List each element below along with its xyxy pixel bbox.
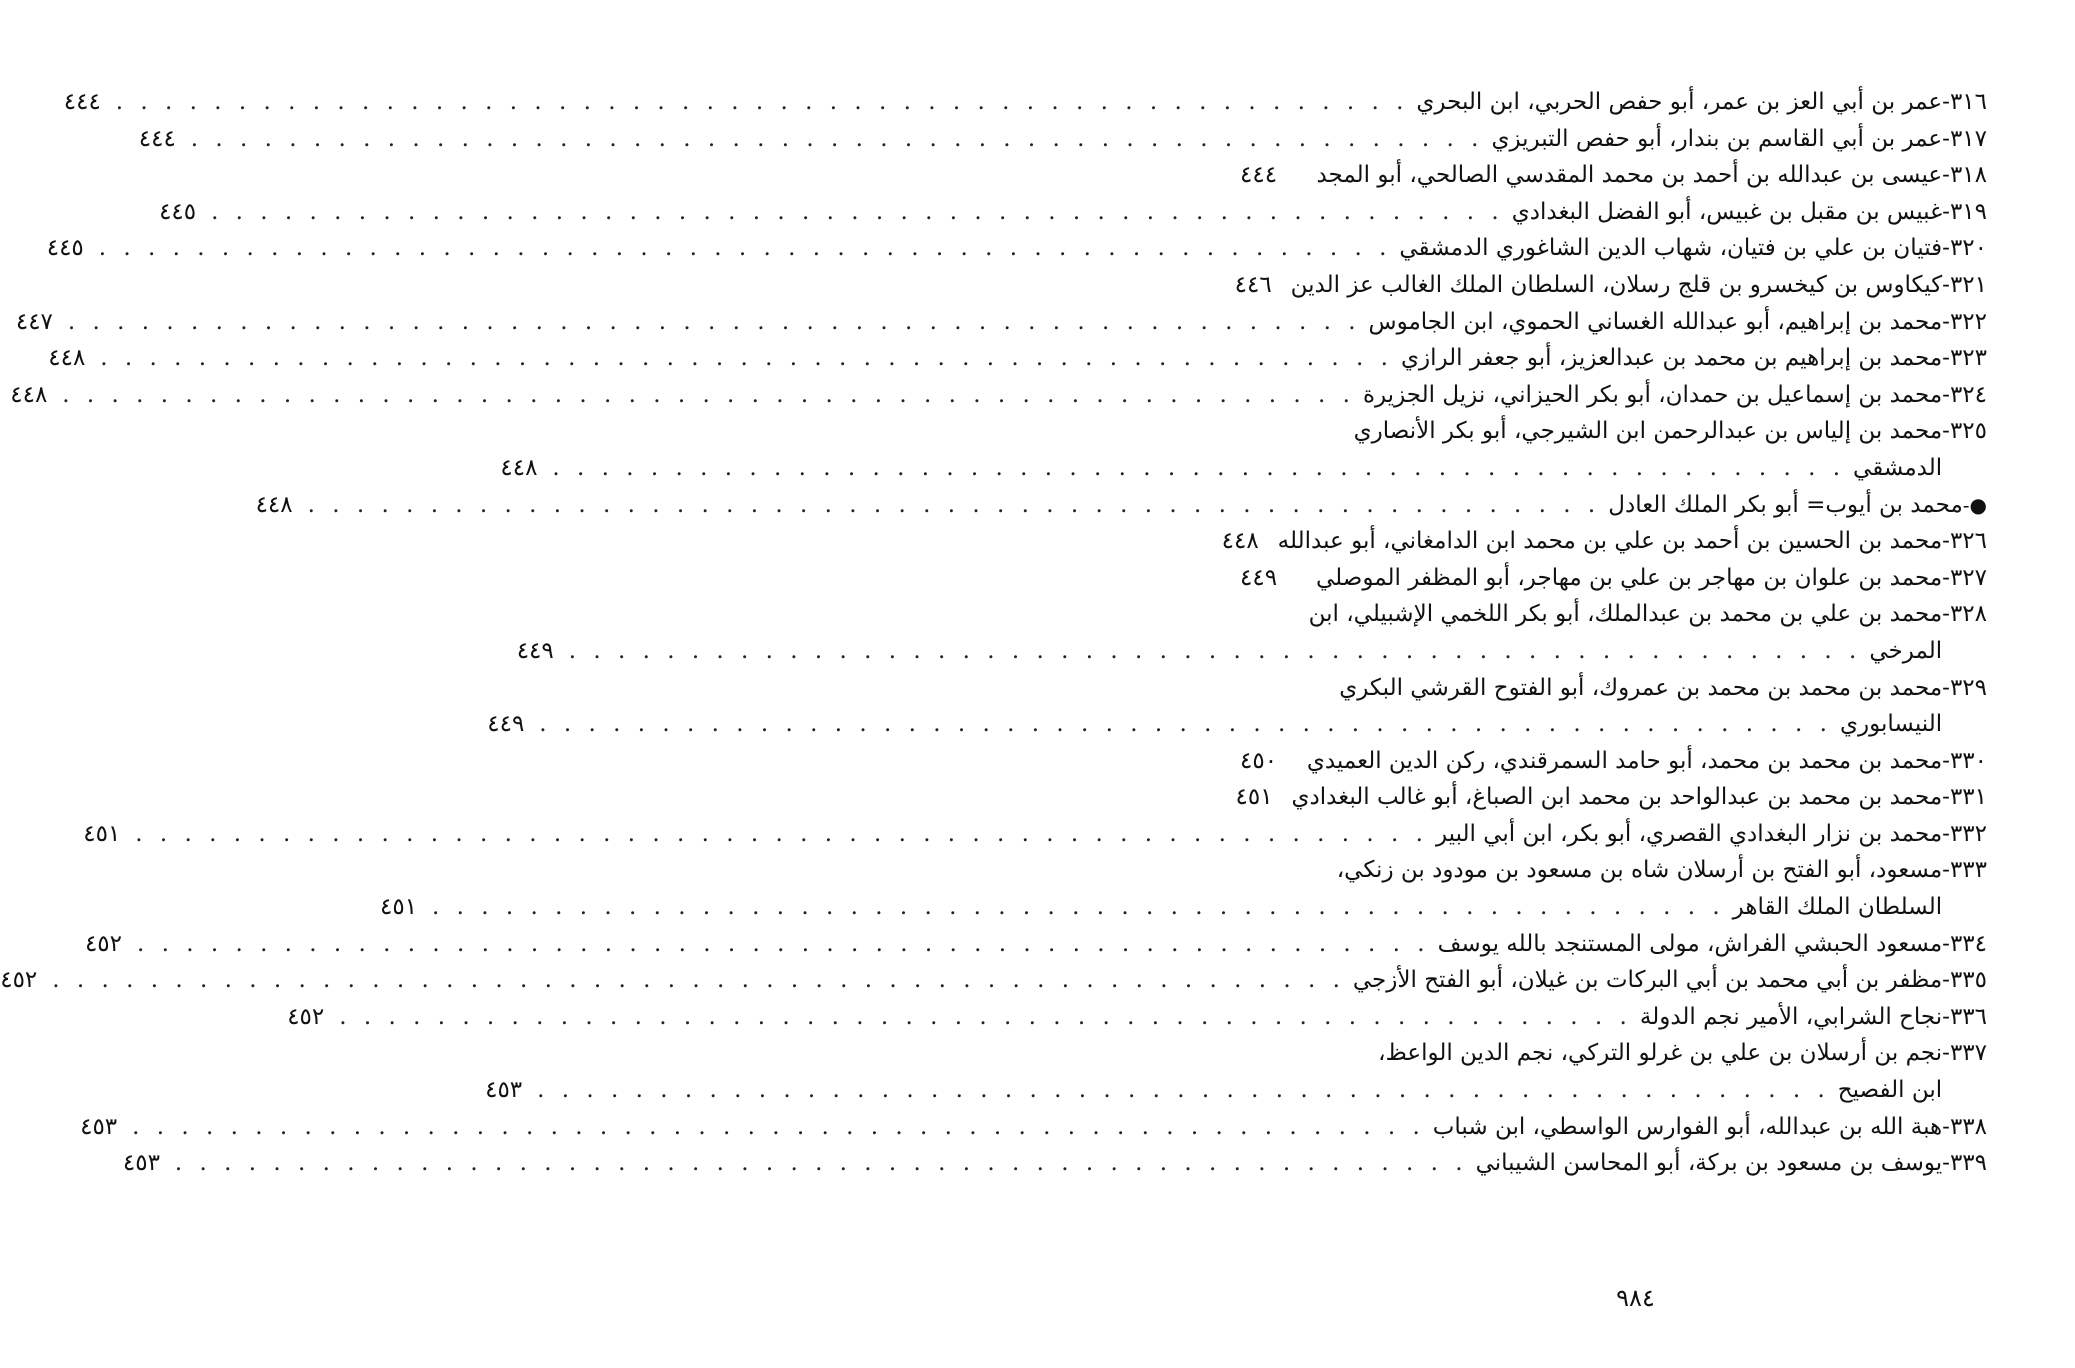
entry-number: ٣٣١- — [1942, 784, 1987, 811]
entry-title: محمد بن علوان بن مهاجر بن علي بن مهاجر، أبو المظفر الموصلي — [1316, 564, 1943, 591]
dot-leader: . . . . . . . . . . . . . . . . . . . . . . . . . . . . . . . . . . . . . . . . . . . . . . . . . . . . . — [98, 235, 1392, 262]
entry-number: ٣٢٢- — [1942, 308, 1987, 335]
index-entry — [1240, 413, 1987, 450]
index-entry — [0, 962, 1987, 999]
index-entry — [63, 84, 1987, 121]
entry-number: ٣١٨- — [1942, 162, 1987, 189]
entry-title: محمد بن نزار البغدادي القصري، أبو بكر، ابن أبي البير — [1435, 820, 1943, 847]
entry-title: عيسى بن عبدالله بن أحمد بن محمد المقدسي الصالحي، أبو المجد — [1316, 162, 1943, 189]
entry-title: الدمشقي — [1853, 454, 1943, 481]
entry-page-ref: ٤٥٠ — [1240, 747, 1278, 774]
entry-title: محمد بن إلياس بن عبدالرحمن ابن الشيرجي، أبو بكر الأنصاري — [1353, 418, 1943, 445]
index-entry — [15, 304, 1987, 341]
index-entry — [159, 194, 1987, 231]
entry-number: ٣٣٦- — [1942, 1003, 1987, 1030]
entry-page-ref: ٤٤٨ — [255, 491, 293, 518]
entry-number: ٣٣٤- — [1942, 930, 1987, 957]
entry-number: ٣٣٣- — [1942, 857, 1987, 884]
entry-number: ٣٢٩- — [1942, 674, 1987, 701]
index-entry — [83, 816, 1987, 853]
entry-number: ٣٢٤- — [1942, 381, 1987, 408]
entry-title: النيسابوري — [1839, 711, 1943, 738]
index-entry-continuation — [487, 706, 1987, 743]
index-entry — [255, 487, 1987, 524]
dot-leader: . . . . . . . . . . . . . . . . . . . . . . . . . . . . . . . . . . . . . . . . . . . . . . . . . . . . . — [67, 308, 1361, 335]
index-entry — [1240, 596, 1987, 633]
index-entry — [1235, 779, 1987, 816]
entry-title: محمد بن إبراهيم بن محمد بن عبدالعزيز، أبو جعفر الرازي — [1400, 345, 1943, 372]
entry-title: محمد بن علي بن محمد بن عبدالملك، أبو بكر اللخمي الإشبيلي، ابن — [1308, 601, 1943, 628]
entry-page-ref: ٤٥١ — [83, 820, 121, 847]
index-entry — [1221, 523, 1987, 560]
entry-title: محمد بن محمد بن عبدالواحد بن محمد ابن الصباغ، أبو غالب البغدادي — [1291, 784, 1943, 811]
entry-number: ٣١٩- — [1942, 198, 1987, 225]
index-entry-continuation — [485, 1072, 1987, 1109]
index-entry — [46, 230, 1987, 267]
entry-title: مسعود الحبشي الفراش، مولى المستنجد بالله يوسف — [1437, 930, 1943, 957]
entry-page-ref: ٤٤٨ — [500, 454, 538, 481]
entry-page-ref: ٤٥٣ — [485, 1077, 523, 1104]
entry-page-ref: ٤٤٩ — [516, 637, 554, 664]
index-entry — [84, 926, 1987, 963]
entry-number: ٣٣٩- — [1942, 1150, 1987, 1177]
index-entry-continuation — [500, 450, 1987, 487]
entry-page-ref: ٤٤٥ — [159, 198, 197, 225]
index-entry — [10, 377, 1987, 414]
entry-title: السلطان الملك القاهر — [1732, 894, 1943, 921]
entry-title: كيكاوس بن كيخسرو بن قلج رسلان، السلطان الملك الغالب عز الدين — [1290, 271, 1943, 298]
entry-page-ref: ٤٥٢ — [0, 967, 38, 994]
entry-page-ref: ٤٥١ — [380, 894, 418, 921]
entry-title: غبيس بن مقبل بن غبيس، أبو الفضل البغدادي — [1511, 198, 1943, 225]
table-of-contents — [0, 84, 1987, 1182]
entry-number: ٣٢١- — [1942, 271, 1987, 298]
index-entry-continuation — [380, 889, 1987, 926]
entry-title: محمد بن الحسين بن أحمد بن علي بن محمد ابن الدامغاني، أبو عبدالله — [1277, 528, 1943, 555]
entry-number: ٣٢٠- — [1942, 235, 1987, 262]
dot-leader: . . . . . . . . . . . . . . . . . . . . . . . . . . . . . . . . . . . . . . . . . . . . . . . . . . . . . — [539, 711, 1832, 738]
entry-page-ref: ٤٤٨ — [10, 381, 48, 408]
entry-page-ref: ٤٤٦ — [1234, 271, 1272, 298]
entry-page-ref: ٤٥٢ — [287, 1003, 325, 1030]
entry-number: ٣٢٣- — [1942, 345, 1987, 372]
dot-leader: . . . . . . . . . . . . . . . . . . . . . . . . . . . . . . . . . . . . . . . . . . . . . . . . . . . . . — [52, 967, 1345, 994]
dot-leader: . . . . . . . . . . . . . . . . . . . . . . . . . . . . . . . . . . . . . . . . . . . . . . . . . . . . . — [100, 345, 1393, 372]
entry-title: فتيان بن علي بن فتيان، شهاب الدين الشاغوري الدمشقي — [1399, 235, 1943, 262]
entry-title: نجاح الشرابي، الأمير نجم الدولة — [1639, 1003, 1943, 1030]
entry-number: ٣٢٥- — [1942, 418, 1987, 445]
entry-page-ref: ٤٤٤ — [1240, 162, 1278, 189]
entry-number: ٣٢٧- — [1942, 564, 1987, 591]
index-entry — [1240, 743, 1987, 780]
entry-title: نجم بن أرسلان بن علي بن غرلو التركي، نجم الدين الواعظ، — [1378, 1040, 1943, 1067]
entry-title: محمد بن إبراهيم، أبو عبدالله الغساني الحموي، ابن الجاموس — [1368, 308, 1943, 335]
index-entry — [1240, 670, 1987, 707]
index-entry — [287, 999, 1987, 1036]
entry-title: محمد بن محمد بن محمد، أبو حامد السمرقندي، ركن الدين العميدي — [1306, 747, 1943, 774]
index-entry — [1240, 1035, 1987, 1072]
entry-page-ref: ٤٥٣ — [122, 1150, 160, 1177]
entry-title: محمد بن محمد بن محمد بن عمروك، أبو الفتوح القرشي البكري — [1339, 674, 1943, 701]
dot-leader: . . . . . . . . . . . . . . . . . . . . . . . . . . . . . . . . . . . . . . . . . . . . . . . . . . . . . — [537, 1077, 1830, 1104]
entry-page-ref: ٤٤٤ — [138, 125, 176, 152]
dot-leader: . . . . . . . . . . . . . . . . . . . . . . . . . . . . . . . . . . . . . . . . . . . . . . . . . . . . . — [135, 820, 1428, 847]
index-entry — [138, 121, 1987, 158]
entry-number: ٣٣٢- — [1942, 820, 1987, 847]
entry-page-ref: ٤٤٤ — [63, 89, 101, 115]
index-entry-continuation — [516, 633, 1987, 670]
dot-leader: . . . . . . . . . . . . . . . . . . . . . . . . . . . . . . . . . . . . . . . . . . . . . . . . . . . . . — [115, 89, 1409, 115]
entry-title: ابن الفصيح — [1837, 1077, 1943, 1104]
entry-title: المرخي — [1869, 637, 1943, 664]
dot-leader: . . . . . . . . . . . . . . . . . . . . . . . . . . . . . . . . . . . . . . . . . . . . . . . . . . . . . — [132, 1113, 1425, 1140]
entry-page-ref: ٤٤٨ — [48, 345, 86, 372]
entry-number: ٣٣٥- — [1942, 967, 1987, 994]
index-entry — [1240, 157, 1987, 194]
entry-number: ●- — [1962, 492, 1987, 517]
entry-page-ref: ٤٤٥ — [46, 235, 84, 262]
entry-number: ٣١٧- — [1942, 125, 1987, 152]
index-entry — [122, 1145, 1987, 1182]
index-entry — [1240, 852, 1987, 889]
index-entry — [1234, 267, 1987, 304]
entry-title: يوسف بن مسعود بن بركة، أبو المحاسن الشيباني — [1475, 1150, 1943, 1177]
dot-leader: . . . . . . . . . . . . . . . . . . . . . . . . . . . . . . . . . . . . . . . . . . . . . . . . . . . . . — [307, 491, 1601, 518]
entry-number: ٣٣٧- — [1942, 1040, 1987, 1067]
entry-page-ref: ٤٥٢ — [84, 930, 123, 957]
index-entry — [48, 340, 1987, 377]
entry-title: محمد بن أيوب= أبو بكر الملك العادل — [1608, 491, 1963, 518]
entry-page-ref: ٤٤٩ — [1240, 564, 1278, 591]
dot-leader: . . . . . . . . . . . . . . . . . . . . . . . . . . . . . . . . . . . . . . . . . . . . . . . . . . . . . — [432, 894, 1725, 921]
dot-leader: . . . . . . . . . . . . . . . . . . . . . . . . . . . . . . . . . . . . . . . . . . . . . . . . . . . . . — [568, 637, 1862, 664]
dot-leader: . . . . . . . . . . . . . . . . . . . . . . . . . . . . . . . . . . . . . . . . . . . . . . . . . . . . . — [211, 198, 1504, 225]
entry-page-ref: ٤٤٩ — [487, 711, 525, 738]
entry-page-ref: ٤٥١ — [1235, 784, 1273, 811]
entry-number: ٣٣٨- — [1942, 1113, 1987, 1140]
entry-number: ٣٢٨- — [1942, 601, 1987, 628]
dot-leader: . . . . . . . . . . . . . . . . . . . . . . . . . . . . . . . . . . . . . . . . . . . . . . . . . . . . . — [190, 125, 1484, 152]
dot-leader: . . . . . . . . . . . . . . . . . . . . . . . . . . . . . . . . . . . . . . . . . . . . . . . . . . . . . — [62, 381, 1355, 408]
page-number: ٩٨٤ — [1616, 1284, 1655, 1312]
entry-title: عمر بن أبي العز بن عمر، أبو حفص الحربي، ابن البحري — [1416, 89, 1943, 115]
entry-number: ٣١٦- — [1942, 89, 1987, 115]
dot-leader: . . . . . . . . . . . . . . . . . . . . . . . . . . . . . . . . . . . . . . . . . . . . . . . . . . . . . — [552, 454, 1846, 481]
entry-page-ref: ٤٤٨ — [1221, 528, 1259, 555]
entry-title: محمد بن إسماعيل بن حمدان، أبو بكر الحيزاني، نزيل الجزيرة — [1362, 381, 1943, 408]
entry-title: هبة الله بن عبدالله، أبو الفوارس الواسطي، ابن شباب — [1432, 1113, 1943, 1140]
entry-page-ref: ٤٥٣ — [80, 1113, 118, 1140]
entry-number: ٣٢٦- — [1942, 528, 1987, 555]
entry-title: مظفر بن أبي محمد بن أبي البركات بن غيلان، أبو الفتح الأزجي — [1352, 967, 1943, 994]
entry-number: ٣٣٠- — [1942, 747, 1987, 774]
entry-title: مسعود، أبو الفتح بن أرسلان شاه بن مسعود بن مودود بن زنكي، — [1336, 857, 1943, 884]
entry-page-ref: ٤٤٧ — [15, 308, 53, 335]
dot-leader: . . . . . . . . . . . . . . . . . . . . . . . . . . . . . . . . . . . . . . . . . . . . . . . . . . . . . — [339, 1003, 1632, 1030]
index-entry — [80, 1109, 1987, 1146]
dot-leader: . . . . . . . . . . . . . . . . . . . . . . . . . . . . . . . . . . . . . . . . . . . . . . . . . . . . . — [174, 1150, 1468, 1177]
index-entry — [1240, 560, 1987, 597]
entry-title: عمر بن أبي القاسم بن بندار، أبو حفص التبريزي — [1491, 125, 1943, 152]
dot-leader: . . . . . . . . . . . . . . . . . . . . . . . . . . . . . . . . . . . . . . . . . . . . . . . . . . . . . — [136, 930, 1430, 957]
